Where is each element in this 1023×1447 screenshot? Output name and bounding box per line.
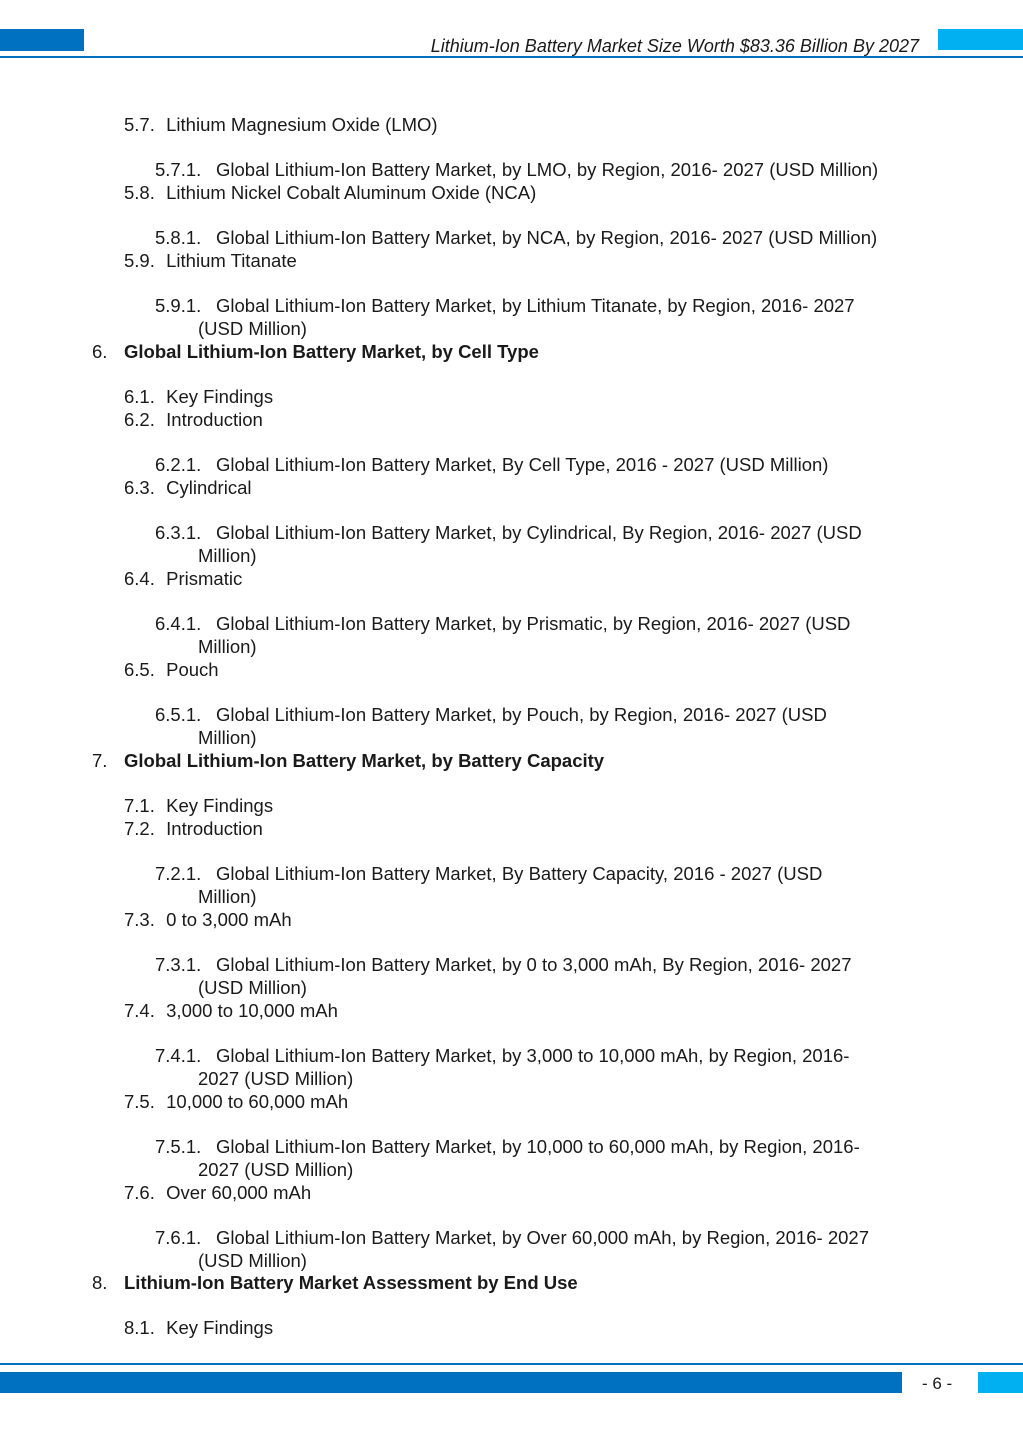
header-rule xyxy=(0,56,1023,58)
toc-entry: 7.6. Over 60,000 mAh xyxy=(124,1182,312,1203)
toc-entry: 7.5.1. Global Lithium-Ion Battery Market, by 10,000 to 60,000 mAh, by Region, 2016- xyxy=(155,1136,860,1157)
toc-entry-continuation: Million) xyxy=(198,727,257,748)
toc-entry: 7.5. 10,000 to 60,000 mAh xyxy=(124,1091,349,1112)
toc-entry: 7.3. 0 to 3,000 mAh xyxy=(124,909,292,930)
toc-entry: 5.8.1. Global Lithium-Ion Battery Market, by NCA, by Region, 2016- 2027 (USD Million) xyxy=(155,227,878,248)
toc-entry-continuation: Million) xyxy=(198,886,257,907)
toc-entry: 6.4. Prismatic xyxy=(124,568,243,589)
toc-entry: 5.9.1. Global Lithium-Ion Battery Market, by Lithium Titanate, by Region, 2016- 2027 xyxy=(155,295,855,316)
toc-entry: 8.1. Key Findings xyxy=(124,1317,274,1338)
toc-entry-continuation: Million) xyxy=(198,545,257,566)
toc-entry-continuation: (USD Million) xyxy=(198,977,307,998)
toc-entry: 5.9. Lithium Titanate xyxy=(124,250,297,271)
toc-entry: 6.5. Pouch xyxy=(124,659,219,680)
toc-entry-continuation: (USD Million) xyxy=(198,318,307,339)
toc-entry-continuation: 2027 (USD Million) xyxy=(198,1159,354,1180)
header-title: Lithium-Ion Battery Market Size Worth $83.36 Billion By 2027 xyxy=(430,36,919,56)
footer-accent-right xyxy=(978,1372,1023,1393)
toc-entry: 6.5.1. Global Lithium-Ion Battery Market, by Pouch, by Region, 2016- 2027 (USD xyxy=(155,704,827,725)
toc-entry-continuation: 2027 (USD Million) xyxy=(198,1068,354,1089)
toc-entry: 7.1. Key Findings xyxy=(124,795,274,816)
toc-chapter: 8. Lithium-Ion Battery Market Assessment by End Use xyxy=(92,1272,578,1293)
toc-entry: 6.2.1. Global Lithium-Ion Battery Market, By Cell Type, 2016 - 2027 (USD Million) xyxy=(155,454,829,475)
toc-entry: 6.2. Introduction xyxy=(124,409,263,430)
toc-chapter: 7. Global Lithium-Ion Battery Market, by Battery Capacity xyxy=(92,750,605,771)
toc-entry-continuation: (USD Million) xyxy=(198,1250,307,1271)
page-number: - 6 - xyxy=(922,1374,953,1393)
footer-accent-left xyxy=(0,1372,902,1393)
toc-entry: 7.6.1. Global Lithium-Ion Battery Market, by Over 60,000 mAh, by Region, 2016- 2027 xyxy=(155,1227,869,1248)
toc-entry: 6.1. Key Findings xyxy=(124,386,274,407)
toc-entry: 7.2. Introduction xyxy=(124,818,263,839)
toc-entry: 7.4.1. Global Lithium-Ion Battery Market, by 3,000 to 10,000 mAh, by Region, 2016- xyxy=(155,1045,850,1066)
header-accent-left xyxy=(0,29,84,51)
toc-entry: 7.4. 3,000 to 10,000 mAh xyxy=(124,1000,338,1021)
toc-entry: 6.3. Cylindrical xyxy=(124,477,252,498)
toc-entry: 7.2.1. Global Lithium-Ion Battery Market, By Battery Capacity, 2016 - 2027 (USD xyxy=(155,863,823,884)
toc-entry: 7.3.1. Global Lithium-Ion Battery Market, by 0 to 3,000 mAh, By Region, 2016- 2027 xyxy=(155,954,852,975)
toc-entry: 5.8. Lithium Nickel Cobalt Aluminum Oxide (NCA) xyxy=(124,182,537,203)
toc-entry: 6.4.1. Global Lithium-Ion Battery Market, by Prismatic, by Region, 2016- 2027 (USD xyxy=(155,613,851,634)
header-accent-right xyxy=(938,29,1023,50)
footer-rule xyxy=(0,1363,1023,1365)
toc-entry-continuation: Million) xyxy=(198,636,257,657)
toc-chapter: 6. Global Lithium-Ion Battery Market, by Cell Type xyxy=(92,341,539,362)
toc-entry: 5.7. Lithium Magnesium Oxide (LMO) xyxy=(124,114,438,135)
toc-entry: 6.3.1. Global Lithium-Ion Battery Market, by Cylindrical, By Region, 2016- 2027 (USD xyxy=(155,522,862,543)
toc-entry: 5.7.1. Global Lithium-Ion Battery Market, by LMO, by Region, 2016- 2027 (USD Million) xyxy=(155,159,879,180)
